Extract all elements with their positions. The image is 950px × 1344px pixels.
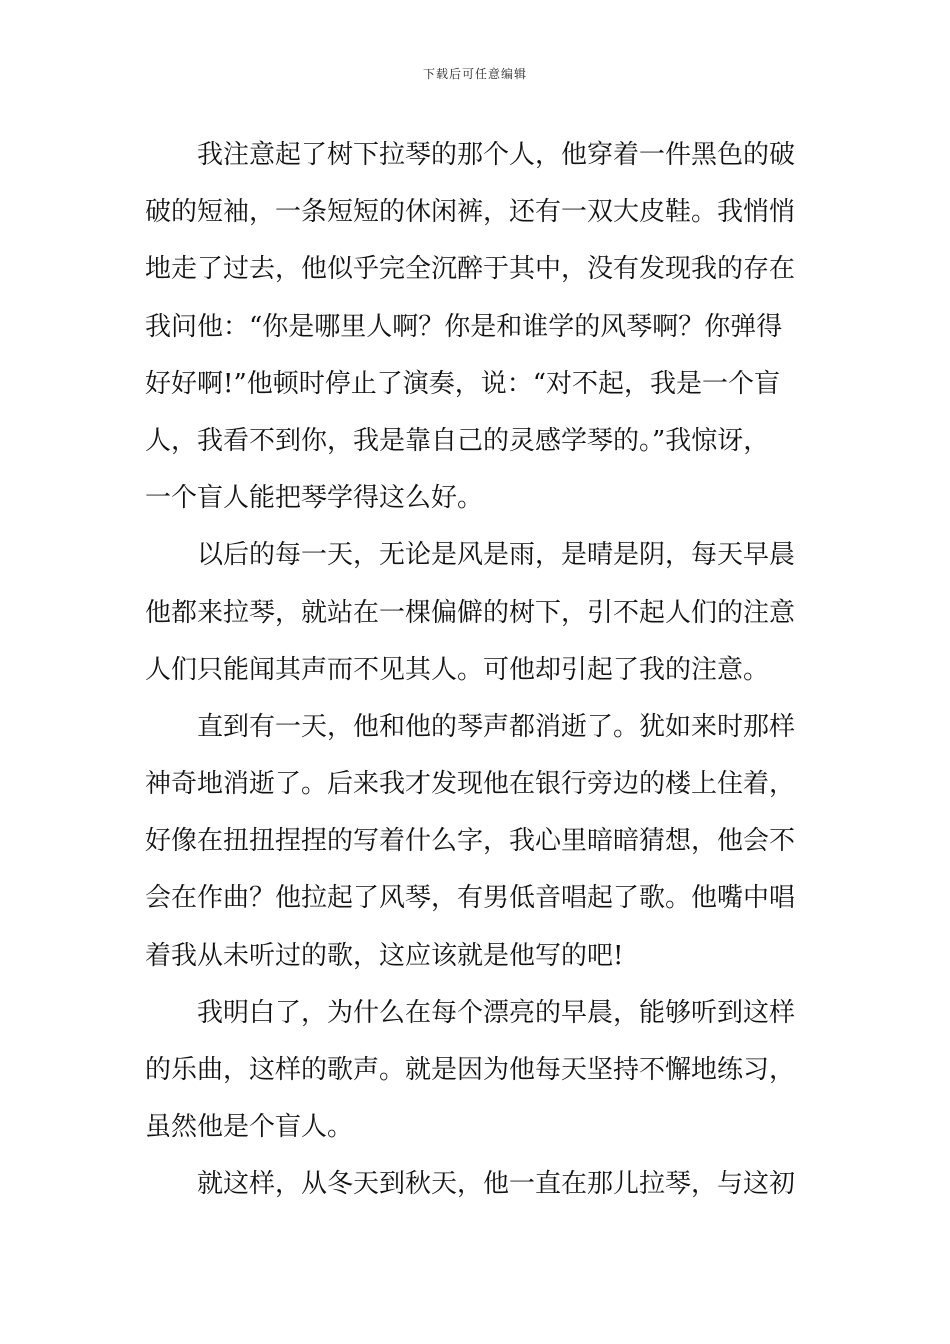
text-line: 他都来拉琴，就站在一棵偏僻的树下，引不起人们的注意	[145, 597, 796, 628]
text-line: 我注意起了树下拉琴的那个人，他穿着一件黑色的破	[197, 140, 796, 170]
page-header: 下载后可任意编辑	[422, 67, 527, 81]
text-line: 就这样，从冬天到秋天，他一直在那儿拉琴，与这初	[197, 1169, 796, 1200]
text-line: 好好啊!”他顿时停止了演奏，说：“对不起，我是一个盲	[145, 368, 781, 399]
text-line: 一个盲人能把琴学得这么好。	[145, 483, 484, 514]
text-line: 人，我看不到你，我是靠自己的灵感学琴的。”我惊讶，	[145, 425, 770, 456]
text-line: 会在作曲？他拉起了风琴，有男低音唱起了歌。他嘴中唱	[145, 883, 796, 914]
text-line: 虽然他是个盲人。	[145, 1112, 354, 1143]
text-line: 以后的每一天，无论是风是雨，是晴是阴，每天早晨	[197, 540, 796, 571]
text-line: 好像在扭扭捏捏的写着什么字，我心里暗暗猜想，他会不	[145, 826, 796, 857]
text-line: 直到有一天，他和他的琴声都消逝了。犹如来时那样	[197, 711, 796, 742]
text-line: 神奇地消逝了。后来我才发现他在银行旁边的楼上住着，	[145, 769, 796, 800]
text-line: 人们只能闻其声而不见其人。可他却引起了我的注意。	[145, 654, 770, 685]
document-body	[145, 127, 807, 1214]
text-line: 地走了过去，他似乎完全沉醉于其中，没有发现我的存在	[145, 254, 796, 285]
text-line: 我明白了，为什么在每个漂亮的早晨，能够听到这样	[197, 997, 796, 1028]
text-line: 我问他：“你是哪里人啊？你是和谁学的风琴啊？你弹得	[145, 311, 783, 342]
text-line: 的乐曲，这样的歌声。就是因为他每天坚持不懈地练习，	[145, 1055, 796, 1085]
text-line: 着我从未听过的歌，这应该就是他写的吧!	[145, 940, 624, 971]
text-line: 破的短袖，一条短短的休闲裤，还有一双大皮鞋。我悄悄	[145, 197, 796, 228]
